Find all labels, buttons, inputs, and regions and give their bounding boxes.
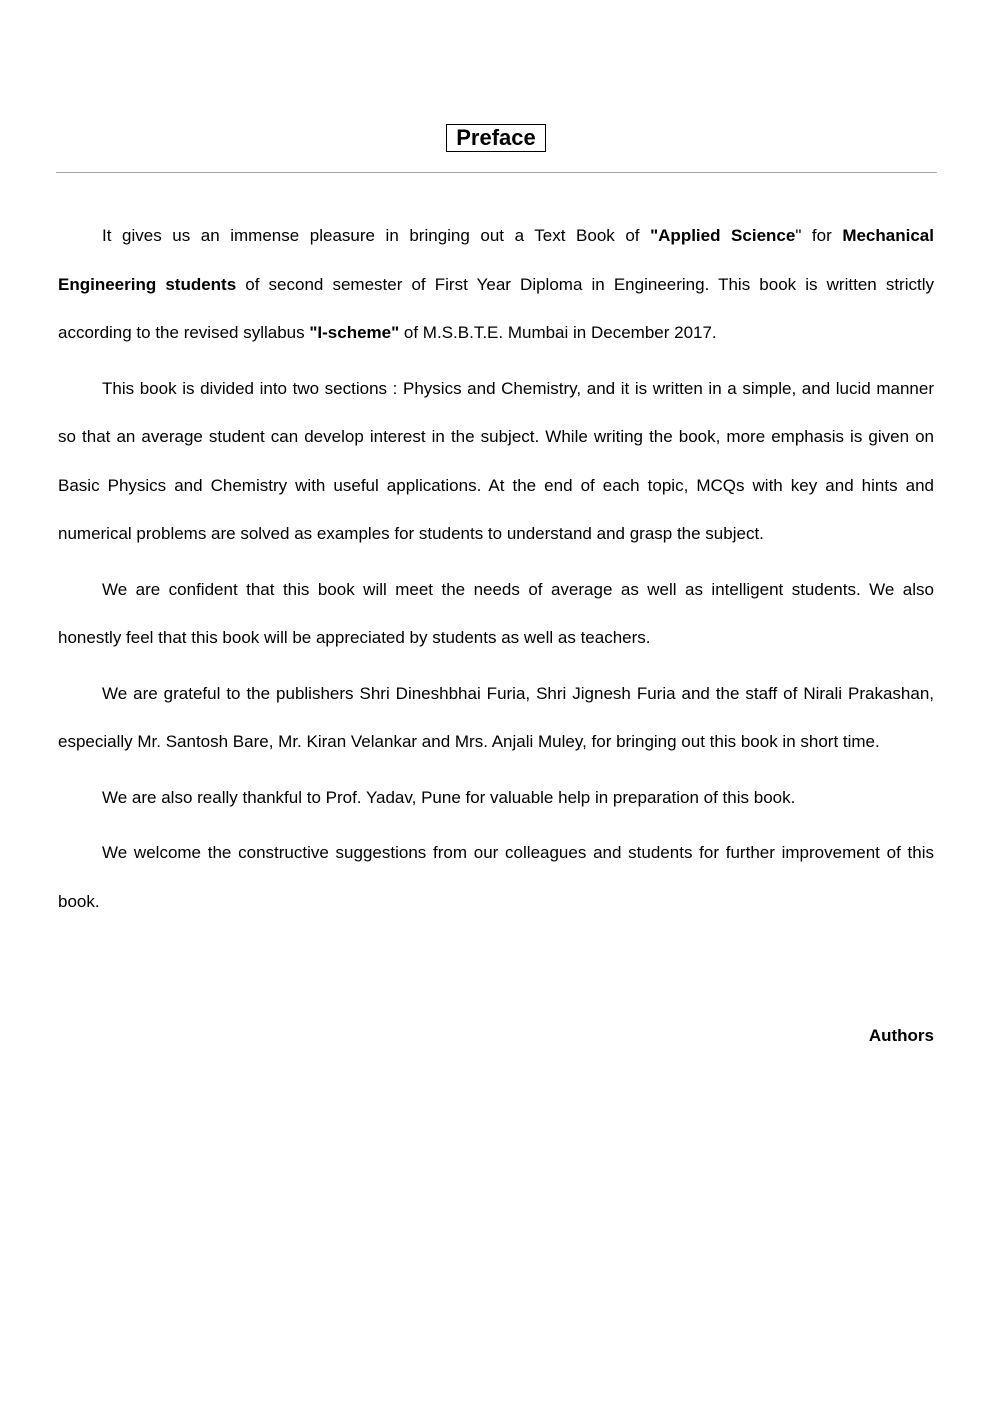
- paragraph-intro-text-1: It gives us an immense pleasure in bringing out a Text Book of: [102, 226, 651, 245]
- paragraph-intro-text-4: of M.S.B.T.E. Mumbai in December 2017.: [399, 323, 717, 342]
- title-divider: [56, 172, 937, 173]
- paragraph-intro-text-2: " for: [795, 226, 843, 245]
- paragraph-intro-text-3: of second semester of First Year Diploma in Engineering. This book is written strictly according to the revised syllabus: [58, 274, 934, 342]
- paragraph-structure: This book is divided into two sections : Physics and Chemistry, and it is written in a simple, and lucid manner so that an average student can develop interest in the subject. While writing the book, more emphasis is given on Basic Physics and Chemistry with useful applications. At the end of each topic, MCQs with key and hints and numerical problems are solved as examples for students to understand and grasp the subject.: [58, 378, 934, 543]
- title-container: [0, 124, 992, 152]
- paragraph-intro: [58, 212, 934, 358]
- paragraph-confidence: We are confident that this book will meet the needs of average as well as intelligent students. We also honestly feel that this book will be appreciated by students as well as teachers.: [58, 579, 934, 647]
- preface-body: [58, 212, 934, 926]
- audience-bold: Mechanical Engineering students: [58, 226, 934, 294]
- authors-signature: Authors: [868, 1026, 934, 1045]
- paragraph-thanks: We are also really thankful to Prof. Yadav, Pune for valuable help in preparation of this book.: [102, 787, 796, 807]
- scheme-bold: "I-scheme": [309, 323, 400, 342]
- paragraph-suggestions: We welcome the constructive suggestions from our colleagues and students for further improvement of this book.: [58, 843, 934, 911]
- page-title: Preface: [446, 124, 546, 152]
- paragraph-acknowledgement: We are grateful to the publishers Shri Dineshbhai Furia, Shri Jignesh Furia and the staff of Nirali Prakashan, especially Mr. Santosh Bare, Mr. Kiran Velankar and Mrs. Anjali Muley, for bringing out this book in short time.: [58, 683, 934, 751]
- book-title-bold: "Applied Science: [650, 226, 796, 245]
